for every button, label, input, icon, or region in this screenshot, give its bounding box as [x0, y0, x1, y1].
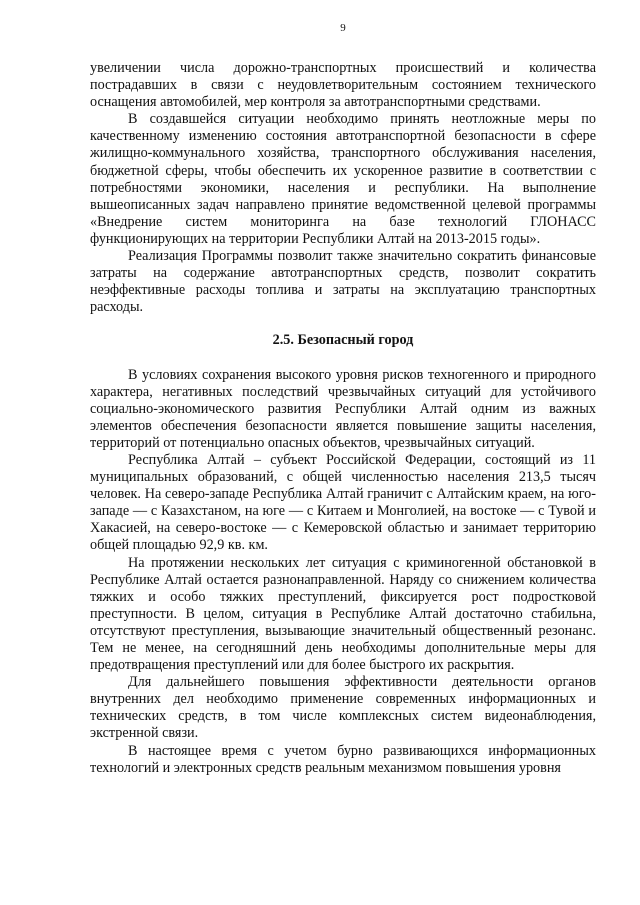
- section-heading: 2.5. Безопасный город: [272, 332, 414, 349]
- paragraph-urgent-measures: В создавшейся ситуации необходимо принять неотложные меры по качественному изменению состояния автотранспортной безопасности в сфере жилищно-коммунального хозяйства, транспортного обслуживания населения, бюджетной сферы, чтобы обеспечить их ускоренное развитие в соответствии с потребностями экономики, населения и республики. На выполнение вышеописанных задач направлено принятие ведомственной целевой программы «Внедрение систем мониторинга на базе технологий ГЛОНАСС функционирующих на территории Республики Алтай на 2013-2015 годы».: [90, 111, 596, 247]
- paragraph-program-benefits: Реализация Программы позволит также значительно сократить финансовые затраты на содержание автотранспортных средств, позволит сократить неэффективные расходы топлива и затраты на эксплуатацию транспортных расходы.: [90, 248, 596, 316]
- paragraph-crime-situation: На протяжении нескольких лет ситуация с криминогенной обстановкой в Республике Алтай остается разнонаправленной. Наряду со снижением количества тяжких и особо тяжких преступлений, фиксируется рост подростковой преступности. В целом, ситуация в Республике Алтай достаточно стабильна, отсутствуют преступления, вызывающие значительный общественный резонанс. Тем не менее, на сегодняшний день необходимы дополнительные меры для предотвращения преступлений или для более быстрого их раскрытия.: [90, 554, 596, 674]
- paragraph-risks: В условиях сохранения высокого уровня рисков техногенного и природного характера, негативных последствий чрезвычайных ситуаций для устойчивого социально-экономического развития Республики Алтай одним из важных элементов обеспечения безопасности является повышение защиты населения, территорий от потенциально опасных объектов, чрезвычайных ситуаций.: [90, 366, 596, 451]
- page-number: 9: [340, 22, 346, 34]
- paragraph-continuation: увеличении числа дорожно-транспортных происшествий и количества пострадавших в связи с неудовлетворительным состоянием технического оснащения автомобилей, мер контроля за автотранспортными средствами.: [90, 60, 596, 111]
- paragraph-police-efficiency: Для дальнейшего повышения эффективности деятельности органов внутренних дел необходимо применение современных информационных и технических средств, в том числе комплексных систем видеонаблюдения, экстренной связи.: [90, 674, 596, 742]
- document-page: [90, 22, 596, 777]
- paragraph-republic-overview: Республика Алтай – субъект Российской Федерации, состоящий из 11 муниципальных образований, с общей численностью населения 213,5 тысяч человек. На северо-западе Республика Алтай граничит с Алтайским краем, на юго-западе — с Казахстаном, на юге — с Китаем и Монголией, на востоке — с Тувой и Хакасией, на северо-востоке — с Кемеровской областью и занимает территорию общей площадью 92,9 кв. км.: [90, 451, 596, 554]
- paragraph-information-technologies: В настоящее время с учетом бурно развивающихся информационных технологий и электронных средств реальным механизмом повышения уровня: [90, 742, 596, 776]
